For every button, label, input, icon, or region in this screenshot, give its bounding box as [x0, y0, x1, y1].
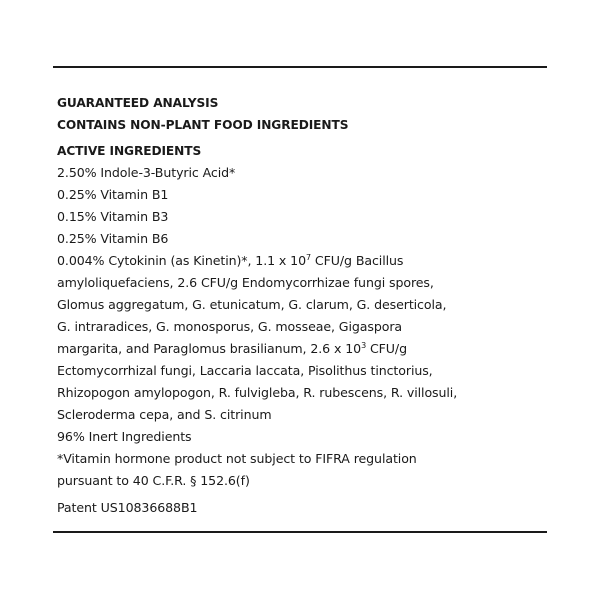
top-divider: [53, 66, 547, 68]
microbial-line-4: G. intraradices, G. monosporus, G. mosseae, Gigaspora: [57, 319, 403, 334]
microbial-line-8: Scleroderma cepa, and S. citrinum: [57, 407, 272, 422]
active-ingredients-heading: ACTIVE INGREDIENTS: [57, 144, 202, 158]
microbial-line-2: amyloliquefaciens, 2.6 CFU/g Endomycorrhizae fungi spores,: [57, 275, 434, 290]
microbial-line-1-tail: CFU/g Bacillus: [311, 253, 404, 268]
patent-number: Patent US10836688B1: [57, 500, 198, 515]
exponent-7: 7: [306, 253, 312, 262]
label-subheading: CONTAINS NON-PLANT FOOD INGREDIENTS: [57, 118, 349, 132]
guaranteed-analysis-label: [57, 92, 542, 519]
footnote-line-1: *Vitamin hormone product not subject to FIFRA regulation: [57, 451, 417, 466]
microbial-line-5-text: margarita, and Paraglomus brasilianum, 2.6 x 10: [57, 341, 362, 356]
microbial-line-5: [57, 338, 542, 360]
ingredient-iba: 2.50% Indole-3-Butyric Acid*: [57, 165, 236, 180]
microbial-line-7: Rhizopogon amylopogon, R. fulvigleba, R. rubescens, R. villosuli,: [57, 385, 458, 400]
microbial-line-3: Glomus aggregatum, G. etunicatum, G. clarum, G. deserticola,: [57, 297, 447, 312]
microbial-line-1: [57, 250, 542, 272]
microbial-line-5-tail: CFU/g: [366, 341, 407, 356]
footnote-line-2: pursuant to 40 C.F.R. § 152.6(f): [57, 473, 250, 488]
ingredient-vitamin-b1: 0.25% Vitamin B1: [57, 187, 169, 202]
label-heading: GUARANTEED ANALYSIS: [57, 96, 219, 110]
exponent-3: 3: [361, 341, 367, 350]
ingredient-vitamin-b6: 0.25% Vitamin B6: [57, 231, 169, 246]
microbial-line-6: Ectomycorrhizal fungi, Laccaria laccata, Pisolithus tinctorius,: [57, 363, 433, 378]
microbial-line-1-text: 0.004% Cytokinin (as Kinetin)*, 1.1 x 10: [57, 253, 307, 268]
inert-ingredients: 96% Inert Ingredients: [57, 429, 192, 444]
bottom-divider: [53, 531, 547, 533]
ingredient-vitamin-b3: 0.15% Vitamin B3: [57, 209, 169, 224]
